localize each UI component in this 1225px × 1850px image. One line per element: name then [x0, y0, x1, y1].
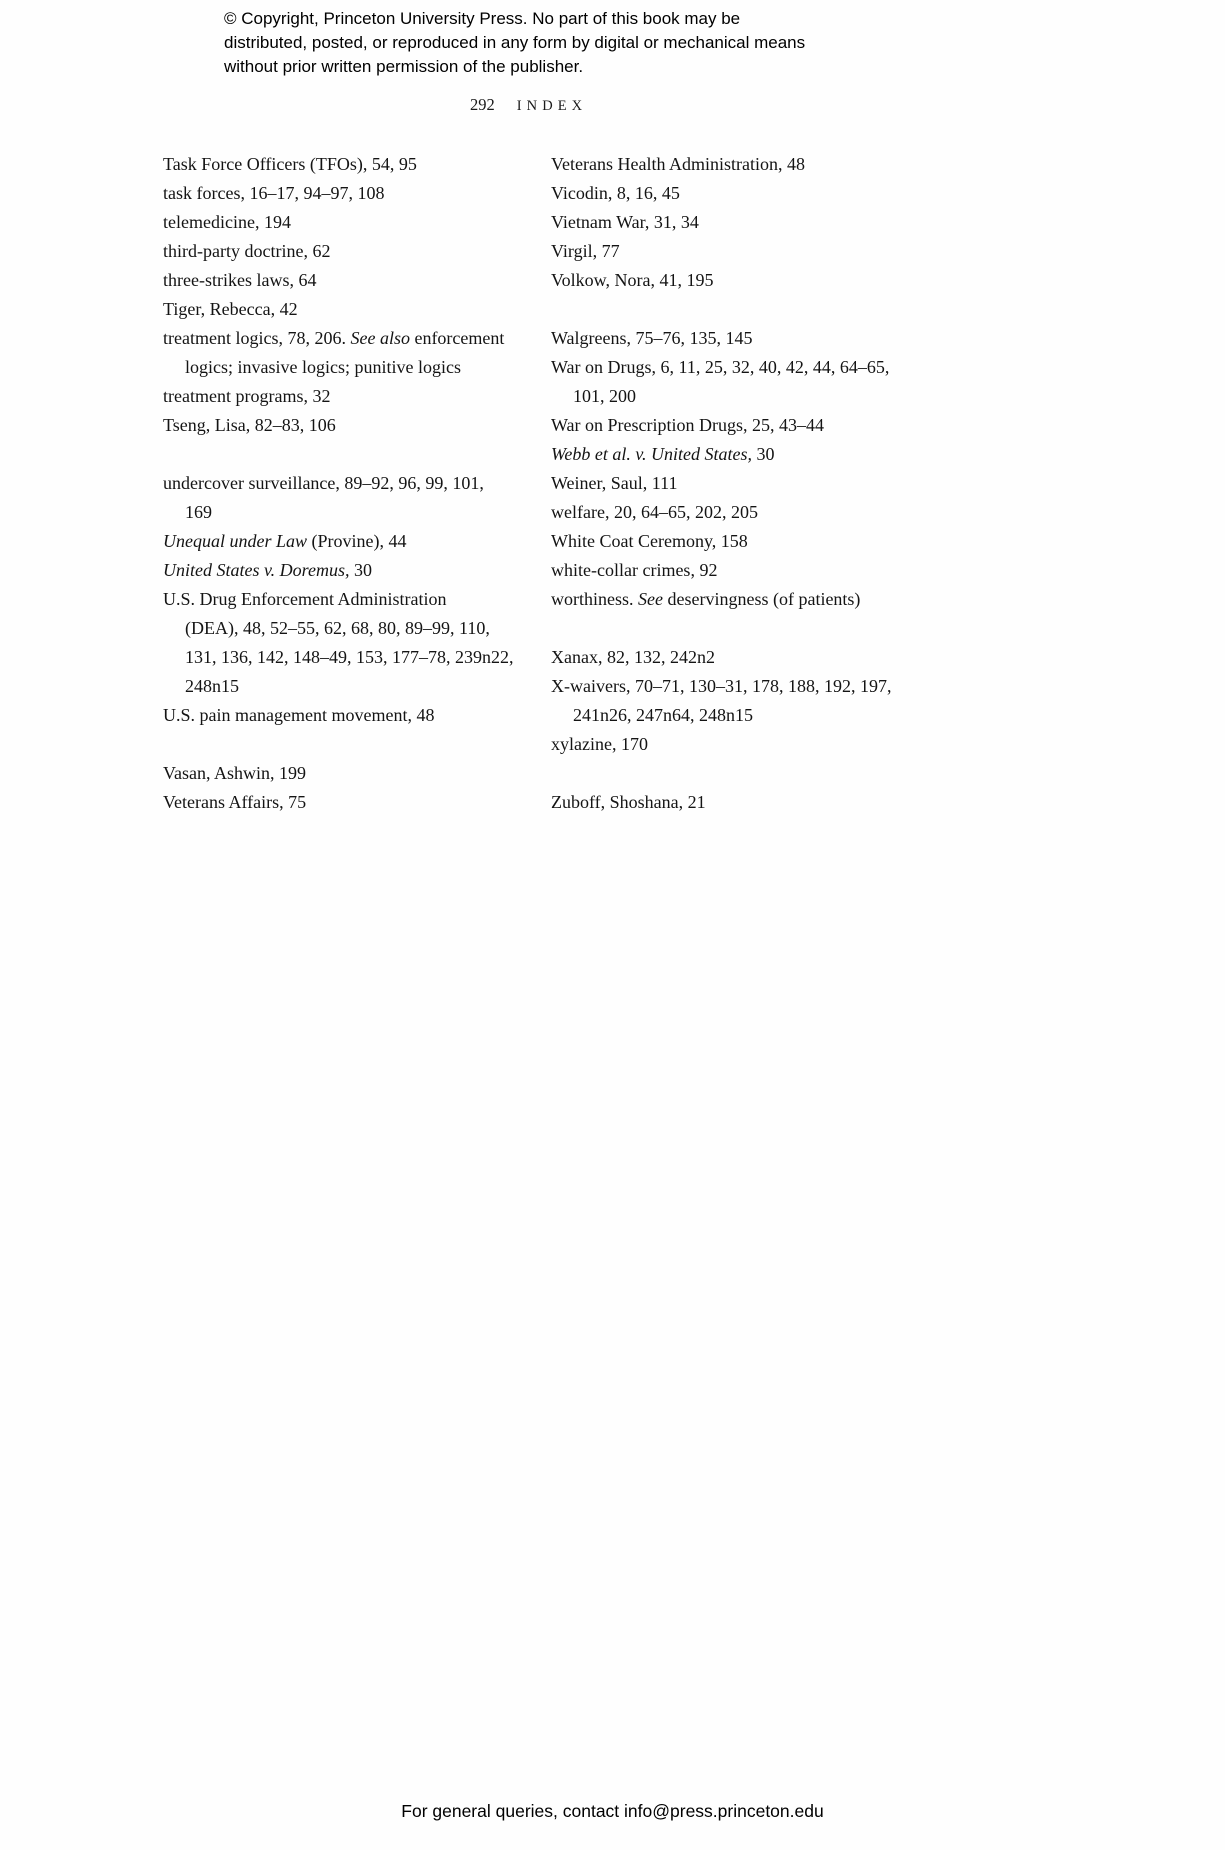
index-entry-line [551, 382, 921, 411]
index-entry-line [163, 324, 533, 353]
index-entry-line [163, 208, 533, 237]
index-entry-line [551, 585, 921, 614]
index-entry-italic-text: United States v. Doremus, [163, 560, 350, 580]
index-group [551, 788, 921, 817]
index-entry-text: treatment programs, 32 [163, 386, 331, 406]
index-entry [551, 556, 921, 585]
index-entry-text: X-waivers, 70–71, 130–31, 178, 188, 192, 197, [551, 676, 892, 696]
index-entry-text: 248n15 [185, 676, 239, 696]
index-entry-line [551, 527, 921, 556]
index-entry-line [163, 382, 533, 411]
index-entry-line [551, 701, 921, 730]
index-entry-line [163, 295, 533, 324]
index-entry-text: Veterans Affairs, 75 [163, 792, 307, 812]
index-entry-text: (Provine), 44 [307, 531, 407, 551]
index-entry [163, 266, 533, 295]
index-group [163, 759, 533, 817]
index-entry-text: 169 [185, 502, 212, 522]
index-entry-text: Veterans Health Administration, 48 [551, 154, 805, 174]
index-entry-text: welfare, 20, 64–65, 202, 205 [551, 502, 758, 522]
index-title: INDEX [516, 98, 588, 114]
index-entry-line [551, 730, 921, 759]
index-entry [163, 179, 533, 208]
index-entry-line [163, 469, 533, 498]
index-entry [551, 643, 921, 672]
index-entry-line [551, 150, 921, 179]
index-entry-text: War on Prescription Drugs, 25, 43–44 [551, 415, 825, 435]
index-entry [163, 411, 533, 440]
index-entry-line [551, 469, 921, 498]
index-entry [163, 150, 533, 179]
index-entry-italic-text: Unequal under Law [163, 531, 307, 551]
index-entry-text: Task Force Officers (TFOs), 54, 95 [163, 154, 417, 174]
index-entry-text: Tseng, Lisa, 82–83, 106 [163, 415, 336, 435]
index-entry [163, 701, 533, 730]
index-entry-line [551, 266, 921, 295]
index-entry-text: Vietnam War, 31, 34 [551, 212, 699, 232]
index-entry-line [163, 237, 533, 266]
index-entry-text: 30 [751, 444, 775, 464]
index-entry-text: (DEA), 48, 52–55, 62, 68, 80, 89–99, 110, [185, 618, 490, 638]
index-entry-italic-text: See [638, 589, 663, 609]
index-entry-line [163, 498, 533, 527]
index-entry-line [551, 411, 921, 440]
index-entry-line [163, 759, 533, 788]
index-entry [163, 527, 533, 556]
index-entry [551, 237, 921, 266]
index-entry-line [163, 353, 533, 382]
index-entry-line [551, 498, 921, 527]
index-entry-italic-text: Webb et al. v. United States, [551, 444, 752, 464]
index-entry-line [163, 643, 533, 672]
index-entry [163, 556, 533, 585]
index-entry [551, 498, 921, 527]
index-entry-line [163, 788, 533, 817]
index-entry [163, 585, 533, 701]
index-entry [551, 353, 921, 411]
index-entry-text: White Coat Ceremony, 158 [551, 531, 748, 551]
index-entry-text: worthiness. [551, 589, 638, 609]
index-entry-text: Xanax, 82, 132, 242n2 [551, 647, 715, 667]
index-group [551, 643, 921, 759]
index-entry-line [163, 411, 533, 440]
index-entry [163, 469, 533, 527]
footer-queries-note: For general queries, contact info@press.princeton.edu [401, 1801, 824, 1821]
index-entry-line [551, 353, 921, 382]
index-entry-line [551, 556, 921, 585]
index-column [551, 150, 921, 846]
index-entry-line [551, 672, 921, 701]
index-entry [551, 672, 921, 730]
index-entry-line [551, 179, 921, 208]
index-entry-line [163, 179, 533, 208]
index-entry-line [163, 527, 533, 556]
index-entry [551, 150, 921, 179]
index-entry-text: 241n26, 247n64, 248n15 [573, 705, 753, 725]
index-entry-text: three-strikes laws, 64 [163, 270, 317, 290]
index-entry [163, 295, 533, 324]
index-entry [163, 788, 533, 817]
index-entry-text: white-collar crimes, 92 [551, 560, 718, 580]
index-entry [163, 759, 533, 788]
page-number: 292 [470, 95, 495, 114]
index-entry-text: Vicodin, 8, 16, 45 [551, 183, 680, 203]
index-entry-line [163, 266, 533, 295]
index-entry-text: 101, 200 [573, 386, 636, 406]
index-entry-italic-text: See also [350, 328, 410, 348]
index-entry-text: enforcement [409, 328, 505, 348]
index-entry [551, 585, 921, 614]
index-group [551, 150, 921, 295]
index-entry-line [551, 237, 921, 266]
index-entry [551, 324, 921, 353]
index-group [163, 469, 533, 730]
running-head [470, 95, 587, 115]
index-entry-line [551, 788, 921, 817]
index-entry [551, 527, 921, 556]
index-entry-text: logics; invasive logics; punitive logics [185, 357, 461, 377]
index-entry [551, 208, 921, 237]
index-entry-text: War on Drugs, 6, 11, 25, 32, 40, 42, 44, 64–65, [551, 357, 890, 377]
index-column [163, 150, 533, 846]
index-group [551, 324, 921, 614]
index-entry-line [551, 208, 921, 237]
index-entry [551, 730, 921, 759]
index-entry-text: 131, 136, 142, 148–49, 153, 177–78, 239n22, [185, 647, 514, 667]
index-entry [551, 440, 921, 469]
index-entry-text: Volkow, Nora, 41, 195 [551, 270, 714, 290]
index-entry-text: Virgil, 77 [551, 241, 620, 261]
index-entry-text: 30 [349, 560, 372, 580]
copyright-notice: © Copyright, Princeton University Press. No part of this book may be distributed, posted, or reproduced in any form by digital or mechanical means without prior written permission of the publisher. [224, 9, 806, 76]
index-entry [551, 266, 921, 295]
index-entry-text: Weiner, Saul, 111 [551, 473, 678, 493]
index-entry-text: task forces, 16–17, 94–97, 108 [163, 183, 385, 203]
index-entry-text: Tiger, Rebecca, 42 [163, 299, 298, 319]
index-entry [551, 788, 921, 817]
index-entry-text: undercover surveillance, 89–92, 96, 99, 101, [163, 473, 484, 493]
index-entry-line [163, 585, 533, 614]
index-entry [163, 382, 533, 411]
index-entry-text: U.S. Drug Enforcement Administration [163, 589, 447, 609]
index-entry-line [551, 643, 921, 672]
index-entry-text: deservingness (of patients) [662, 589, 861, 609]
index-entry-text: Zuboff, Shoshana, 21 [551, 792, 706, 812]
index-entry-text: Vasan, Ashwin, 199 [163, 763, 306, 783]
index-entry [163, 324, 533, 382]
index-entry-text: treatment logics, 78, 206. [163, 328, 351, 348]
index-entry [163, 237, 533, 266]
index-entry-text: Walgreens, 75–76, 135, 145 [551, 328, 753, 348]
index-entry-line [163, 672, 533, 701]
index-entry-line [163, 556, 533, 585]
index-group [163, 150, 533, 440]
index-entry-line [163, 701, 533, 730]
index-entry [551, 179, 921, 208]
index-entry-text: U.S. pain management movement, 48 [163, 705, 435, 725]
index-entry-line [551, 324, 921, 353]
index-entry-line [163, 614, 533, 643]
index-entry [551, 469, 921, 498]
index-entry-text: telemedicine, 194 [163, 212, 291, 232]
index-entry-line [551, 440, 921, 469]
index-entry-line [163, 150, 533, 179]
index-entry [163, 208, 533, 237]
index-entry-text: third-party doctrine, 62 [163, 241, 331, 261]
index-entry [551, 411, 921, 440]
index-entry-text: xylazine, 170 [551, 734, 648, 754]
